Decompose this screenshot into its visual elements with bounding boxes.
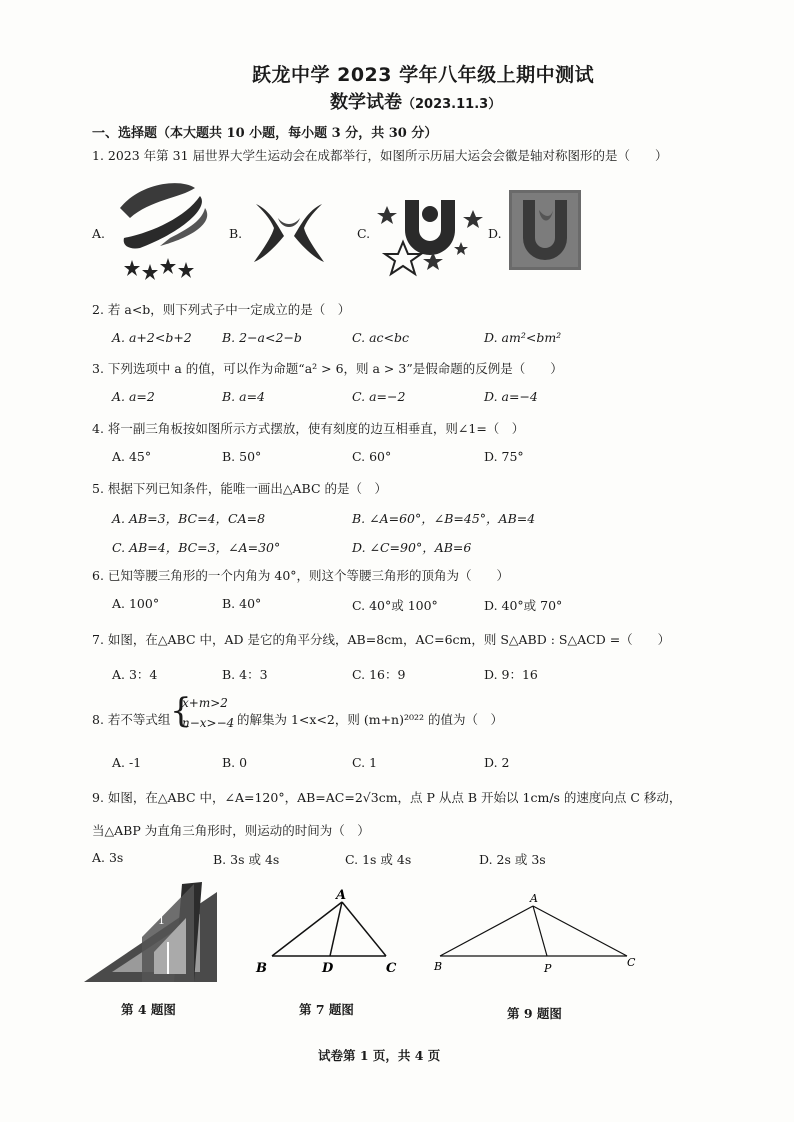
q8-inequality-1: x+m>2 — [182, 696, 228, 710]
q9-option-a: A. 3s — [92, 850, 124, 865]
figure-7-triangle — [252, 888, 402, 978]
q7-option-c: C. 16：9 — [352, 667, 406, 682]
exam-subtitle — [330, 88, 501, 114]
q7-option-a: A. 3：4 — [112, 667, 158, 682]
q8-option-d: D. 2 — [484, 755, 510, 770]
q9-option-b: B. 3s 或 4s — [213, 852, 280, 867]
q7-option-b: B. 4：3 — [222, 667, 268, 682]
figure-7-label-c: C — [386, 961, 397, 976]
q2-option-c: C. ac<bc — [352, 330, 409, 345]
q5-option-c: C. AB=4，BC=3，∠A=30° — [112, 540, 281, 555]
q8-option-c: C. 1 — [352, 755, 378, 770]
question-9-stem-line1: 9. 如图，在△ABC 中，∠A=120°，AB=AC=2√3cm，点 P 从点 B 开始以 1cm/s 的速度向点 C 移动， — [92, 790, 682, 805]
q5-option-d: D. ∠C=90°，AB=6 — [352, 540, 472, 555]
question-1-stem: 1. 2023 年第 31 届世界大学生运动会在成都举行，如图所示历届大运会会徽是轴对称图形的是（ ） — [92, 148, 668, 163]
question-8-stem-post: 的解集为 1<x<2，则 (m+n)²⁰²² 的值为（ ） — [237, 712, 503, 727]
q8-inequality-2: n−x>−4 — [182, 716, 235, 730]
figure-7-caption: 第 7 题图 — [299, 1002, 354, 1017]
q1-option-b-label: B. — [229, 226, 243, 241]
q5-option-a: A. AB=3，BC=4，CA=8 — [112, 511, 266, 526]
q4-option-b: B. 50° — [222, 449, 262, 464]
q3-option-c: C. a=−2 — [352, 389, 406, 404]
q1-emblem-d — [509, 190, 581, 270]
figure-7-label-a: A — [336, 888, 347, 903]
q4-option-d: D. 75° — [484, 449, 524, 464]
q6-option-a: A. 100° — [112, 596, 160, 611]
q8-option-a: A. -1 — [112, 755, 142, 770]
page-footer: 试卷第 1 页，共 4 页 — [318, 1048, 441, 1063]
q2-option-d: D. am²<bm² — [484, 330, 562, 345]
figure-4-caption: 第 4 题图 — [121, 1002, 176, 1017]
q3-option-b: B. a=4 — [222, 389, 266, 404]
q7-option-d: D. 9：16 — [484, 667, 538, 682]
q6-option-c: C. 40°或 100° — [352, 598, 438, 613]
question-9-stem-line2: 当△ABP 为直角三角形时，则运动的时间为（ ） — [92, 823, 370, 838]
q6-option-d: D. 40°或 70° — [484, 598, 563, 613]
exam-date: （2023.11.3） — [402, 97, 502, 112]
figure-7-label-b: B — [256, 961, 267, 976]
figure-9-triangle — [430, 890, 645, 980]
q1-option-c-label: C. — [357, 226, 371, 241]
question-2-stem: 2. 若 a<b，则下列式子中一定成立的是（ ） — [92, 302, 351, 317]
q1-emblem-a — [110, 178, 220, 283]
q6-option-b: B. 40° — [222, 596, 262, 611]
q1-option-d-label: D. — [488, 226, 502, 241]
figure-9-caption: 第 9 题图 — [507, 1006, 562, 1021]
exam-title: 跃龙中学 2023 学年八年级上期中测试 — [252, 64, 595, 86]
q1-option-a-label: A. — [92, 226, 106, 241]
q5-option-b: B. ∠A=60°，∠B=45°，AB=4 — [352, 511, 536, 526]
q4-option-c: C. 60° — [352, 449, 392, 464]
q9-option-c: C. 1s 或 4s — [345, 852, 412, 867]
q2-option-b: B. 2−a<2−b — [222, 330, 302, 345]
figure-9-label-a: A — [530, 892, 538, 905]
question-8-stem-pre: 8. 若不等式组 — [92, 712, 171, 727]
question-3-stem: 3. 下列选项中 a 的值，可以作为命题“a² > 6，则 a > 3”是假命题的反例是（ ） — [92, 361, 563, 376]
q3-option-d: D. a=−4 — [484, 389, 538, 404]
figure-9-label-p: P — [544, 962, 552, 975]
q2-option-a: A. a+2<b+2 — [112, 330, 192, 345]
figure-4-angle-label: 1 — [158, 914, 165, 927]
figure-7-label-d: D — [322, 961, 334, 976]
q3-option-a: A. a=2 — [112, 389, 155, 404]
question-4-stem: 4. 将一副三角板按如图所示方式摆放，使有刻度的边互相垂直，则∠1=（ ） — [92, 421, 525, 436]
q8-system-brace: { — [170, 691, 192, 731]
q8-option-b: B. 0 — [222, 755, 248, 770]
question-5-stem: 5. 根据下列已知条件，能唯一画出△ABC 的是（ ） — [92, 481, 387, 496]
q1-emblem-c — [375, 190, 485, 278]
q9-option-d: D. 2s 或 3s — [479, 852, 546, 867]
figure-9-label-b: B — [434, 960, 443, 973]
figure-9-label-c: C — [627, 956, 636, 969]
question-7-stem: 7. 如图，在△ABC 中，AD 是它的角平分线，AB=8cm，AC=6cm，则 S△ABD : S△ACD =（ ） — [92, 632, 671, 647]
question-6-stem: 6. 已知等腰三角形的一个内角为 40°，则这个等腰三角形的顶角为（ ） — [92, 568, 510, 583]
figure-4-set-squares — [82, 882, 222, 987]
section-heading: 一、选择题（本大题共 10 小题，每小题 3 分，共 30 分） — [92, 126, 438, 141]
q1-emblem-b — [248, 196, 330, 266]
q4-option-a: A. 45° — [112, 449, 152, 464]
subject-label: 数学试卷 — [330, 92, 402, 113]
